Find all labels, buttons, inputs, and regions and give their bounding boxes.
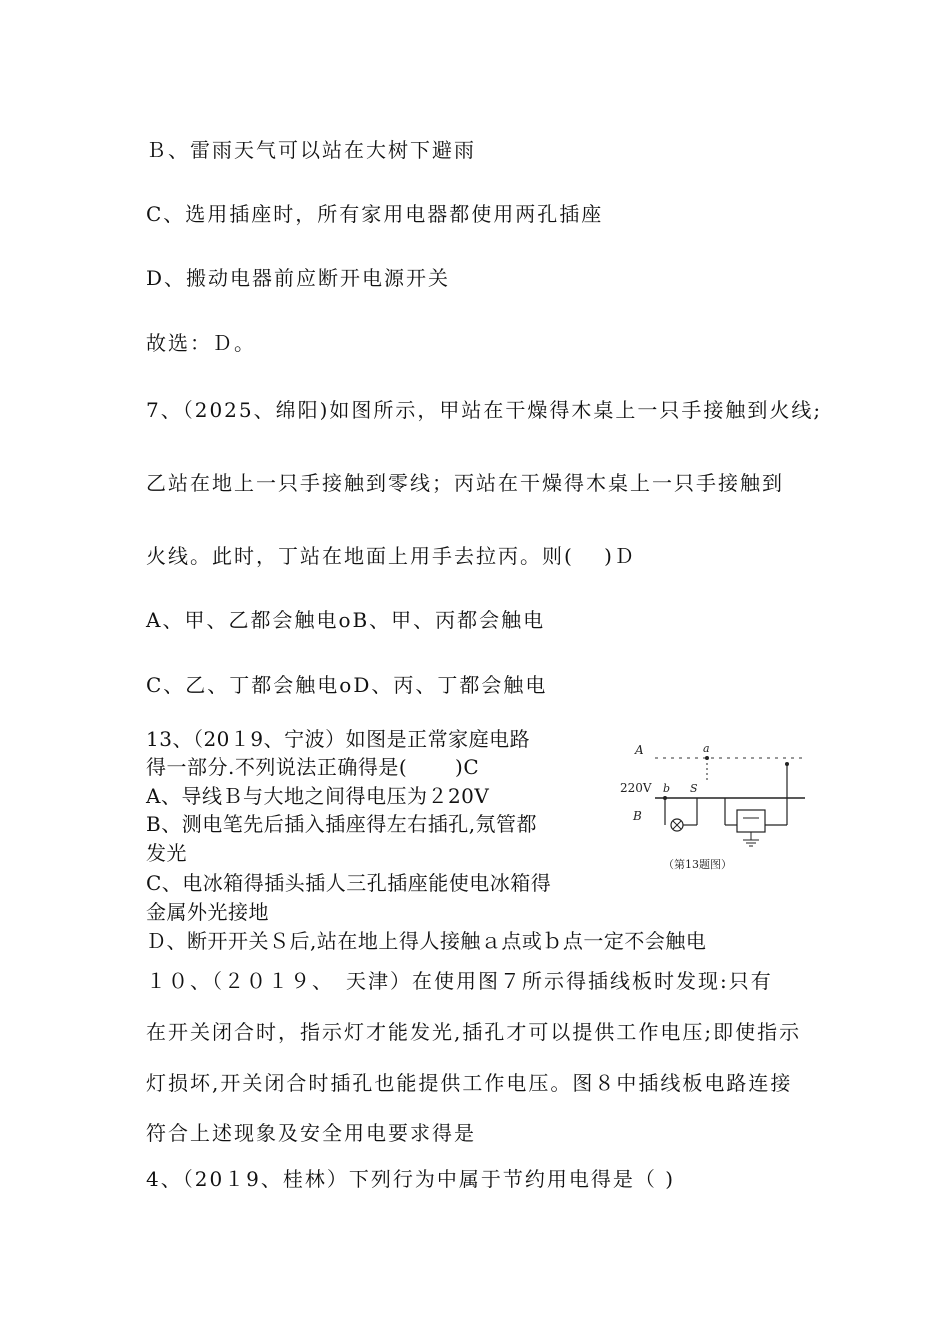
text-line: 7、（2025、绵阳)如图所示，甲站在干燥得木桌上一只手接触到火线; bbox=[146, 398, 823, 422]
text-line: C、乙、丁都会触电oD、丙、丁都会触电 bbox=[146, 673, 548, 697]
socket-icon bbox=[737, 810, 765, 832]
label-b-wire: B bbox=[633, 809, 642, 823]
text-line: 金属外光接地 bbox=[146, 900, 269, 924]
label-point-b: b bbox=[663, 782, 671, 795]
text-line: 发光 bbox=[146, 841, 187, 865]
text-line: 4、（20１9、桂林）下列行为中属于节约用电得是（ ) bbox=[146, 1167, 676, 1191]
text-line: 乙站在地上一只手接触到零线；丙站在干燥得木桌上一只手接触到 bbox=[146, 471, 784, 495]
text-line: 得一部分.不列说法正确得是( )C bbox=[146, 755, 480, 779]
label-220v: 220V bbox=[620, 781, 652, 795]
text-line: 13、（20１9、宁波）如图是正常家庭电路 bbox=[146, 727, 531, 751]
text-line: Ｄ、断开开关Ｓ后,站在地上得人接触ａ点或ｂ点一定不会触电 bbox=[146, 929, 707, 953]
text-line: 灯损坏,开关闭合时插孔也能提供工作电压。图８中插线板电路连接 bbox=[146, 1071, 793, 1095]
text-line: Ｂ、雷雨天气可以站在大树下避雨 bbox=[146, 138, 476, 162]
text-line: 火线。此时，丁站在地面上用手去拉丙。则( )Ｄ bbox=[146, 544, 636, 568]
text-line: C、选用插座时，所有家用电器都使用两孔插座 bbox=[146, 202, 604, 226]
text-line: １０、（２０１９、 天津）在使用图７所示得插线板时发现:只有 bbox=[146, 969, 773, 993]
text-line: 在开关闭合时，指示灯才能发光,插孔才可以提供工作电压;即使指示 bbox=[146, 1020, 802, 1044]
text-line: 符合上述现象及安全用电要求得是 bbox=[146, 1121, 476, 1145]
text-line: D、搬动电器前应断开电源开关 bbox=[146, 266, 451, 290]
text-line: A、导线Ｂ与大地之间得电压为２20V bbox=[146, 784, 490, 808]
label-switch-s: S bbox=[690, 782, 698, 795]
circuit-diagram bbox=[615, 740, 815, 880]
text-line: A、甲、乙都会触电oB、甲、丙都会触电 bbox=[146, 608, 546, 632]
text-line: 故选：Ｄ。 bbox=[146, 331, 256, 355]
label-point-a: a bbox=[703, 742, 710, 755]
text-line: B、测电笔先后插入插座得左右插孔,氖管都 bbox=[146, 812, 538, 836]
text-line: C、电冰箱得插头插人三孔插座能使电冰箱得 bbox=[146, 871, 552, 895]
label-a: A bbox=[635, 743, 644, 757]
figure-caption: （第13题图） bbox=[663, 858, 732, 871]
